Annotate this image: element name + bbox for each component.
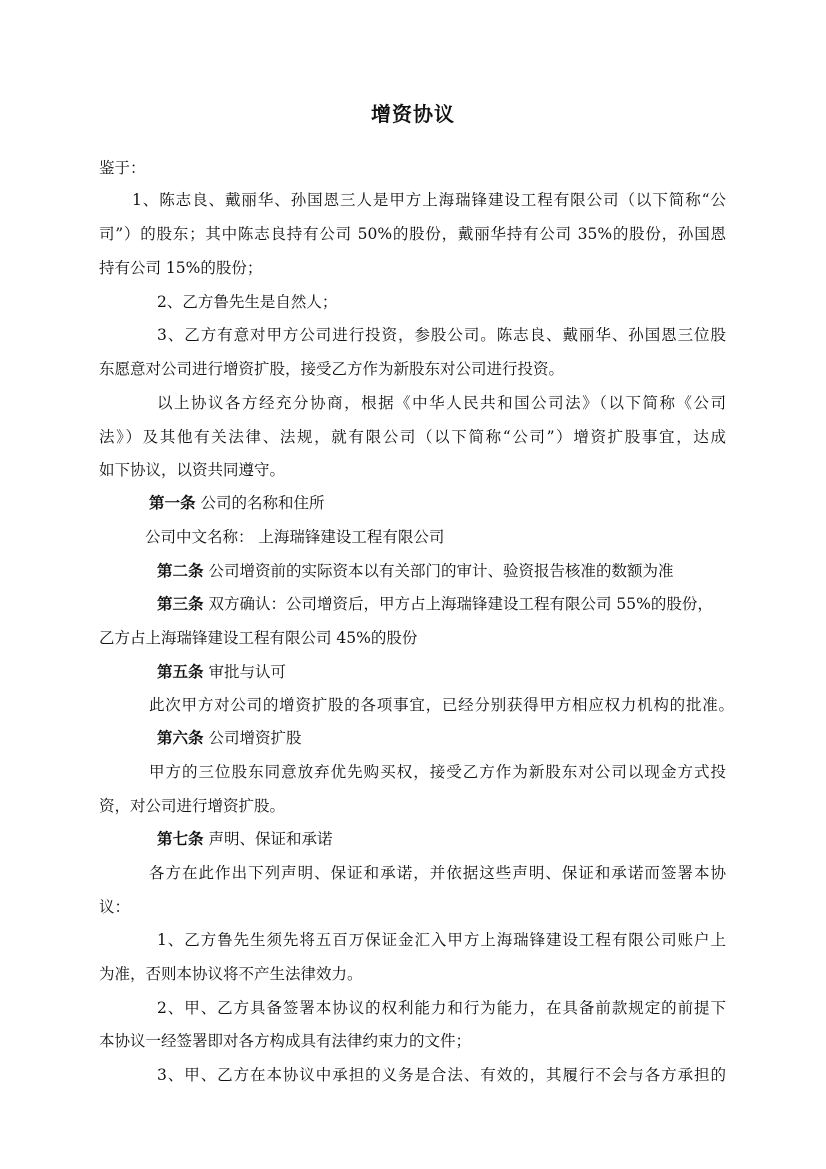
paragraph-line: 资，对公司进行增资扩股。 <box>99 797 286 815</box>
company-name-line: 公司中文名称： 上海瑞锋建设工程有限公司 <box>145 528 445 546</box>
article-1-heading <box>149 493 324 513</box>
paragraph-line: 1、陈志良、戴丽华、孙国恩三人是甲方上海瑞锋建设工程有限公司（以下简称“公 <box>132 191 726 209</box>
article-number: 第一条 <box>149 493 196 512</box>
paragraph-line: 此次甲方对公司的增资扩股的各项事宜，已经分别获得甲方相应权力机构的批准。 <box>149 696 734 714</box>
paragraph-line: 各方在此作出下列声明、保证和承诺，并依据这些声明、保证和承诺而签署本协 <box>149 864 726 882</box>
paragraph-line: 本协议一经签署即对各方构成具有法律约束力的文件； <box>99 1032 472 1050</box>
paragraph-line: 2、甲、乙方具备签署本协议的权利能力和行为能力，在具备前款规定的前提下 <box>157 999 726 1017</box>
article-7-heading <box>157 829 332 849</box>
paragraph-line: 3、甲、乙方在本协议中承担的义务是合法、有效的，其履行不会与各方承担的 <box>157 1066 726 1084</box>
article-6-heading <box>157 728 301 748</box>
article-3-heading <box>157 594 726 614</box>
paragraph-line: 3、乙方有意对甲方公司进行投资，参股公司。陈志良、戴丽华、孙国恩三位股 <box>157 326 726 344</box>
article-title: 审批与认可 <box>208 663 286 681</box>
paragraph-line: 以上协议各方经充分协商，根据《中华人民共和国公司法》（以下简称《公司 <box>157 394 726 412</box>
article-title: 公司的名称和住所 <box>200 494 325 512</box>
paragraph-line: 乙方占上海瑞锋建设工程有限公司 45%的股份 <box>99 629 418 647</box>
paragraph-line: 为准，否则本协议将不产生法律效力。 <box>99 965 363 983</box>
article-title: 声明、保证和承诺 <box>208 830 333 848</box>
paragraph-line: 司”）的股东；其中陈志良持有公司 50%的股份，戴丽华持有公司 35%的股份，孙国恩 <box>99 225 726 243</box>
paragraph-line: 2、乙方鲁先生是自然人； <box>157 293 338 311</box>
paragraph-line: 甲方的三位股东同意放弃优先购买权，接受乙方作为新股东对公司以现金方式投 <box>149 763 726 781</box>
paragraph-line: 如下协议，以资共同遵守。 <box>99 461 286 479</box>
article-number: 第七条 <box>157 829 204 848</box>
article-number: 第二条 <box>157 561 204 580</box>
article-number: 第五条 <box>157 662 204 681</box>
article-number: 第六条 <box>157 728 204 747</box>
article-number: 第三条 <box>157 594 204 613</box>
article-2-heading <box>157 561 673 581</box>
document-title: 增资协议 <box>371 102 455 126</box>
article-text: 公司增资前的实际资本以有关部门的审计、验资报告核准的数额为准 <box>208 562 674 580</box>
paragraph-whereas: 鉴于： <box>99 159 146 177</box>
article-text: 双方确认：公司增资后，甲方占上海瑞锋建设工程有限公司 55%的股份， <box>208 595 713 613</box>
paragraph-line: 东愿意对公司进行增资扩股，接受乙方作为新股东对公司进行投资。 <box>99 360 565 378</box>
paragraph-line: 持有公司 15%的股份； <box>99 259 263 277</box>
paragraph-line: 议： <box>99 898 131 916</box>
paragraph-line: 法》）及其他有关法律、法规，就有限公司（以下简称“公司”）增资扩股事宜，达成 <box>99 428 726 446</box>
paragraph-line: 1、乙方鲁先生须先将五百万保证金汇入甲方上海瑞锋建设工程有限公司账户上 <box>157 931 726 949</box>
article-5-heading <box>157 662 286 682</box>
article-title: 公司增资扩股 <box>208 729 302 747</box>
